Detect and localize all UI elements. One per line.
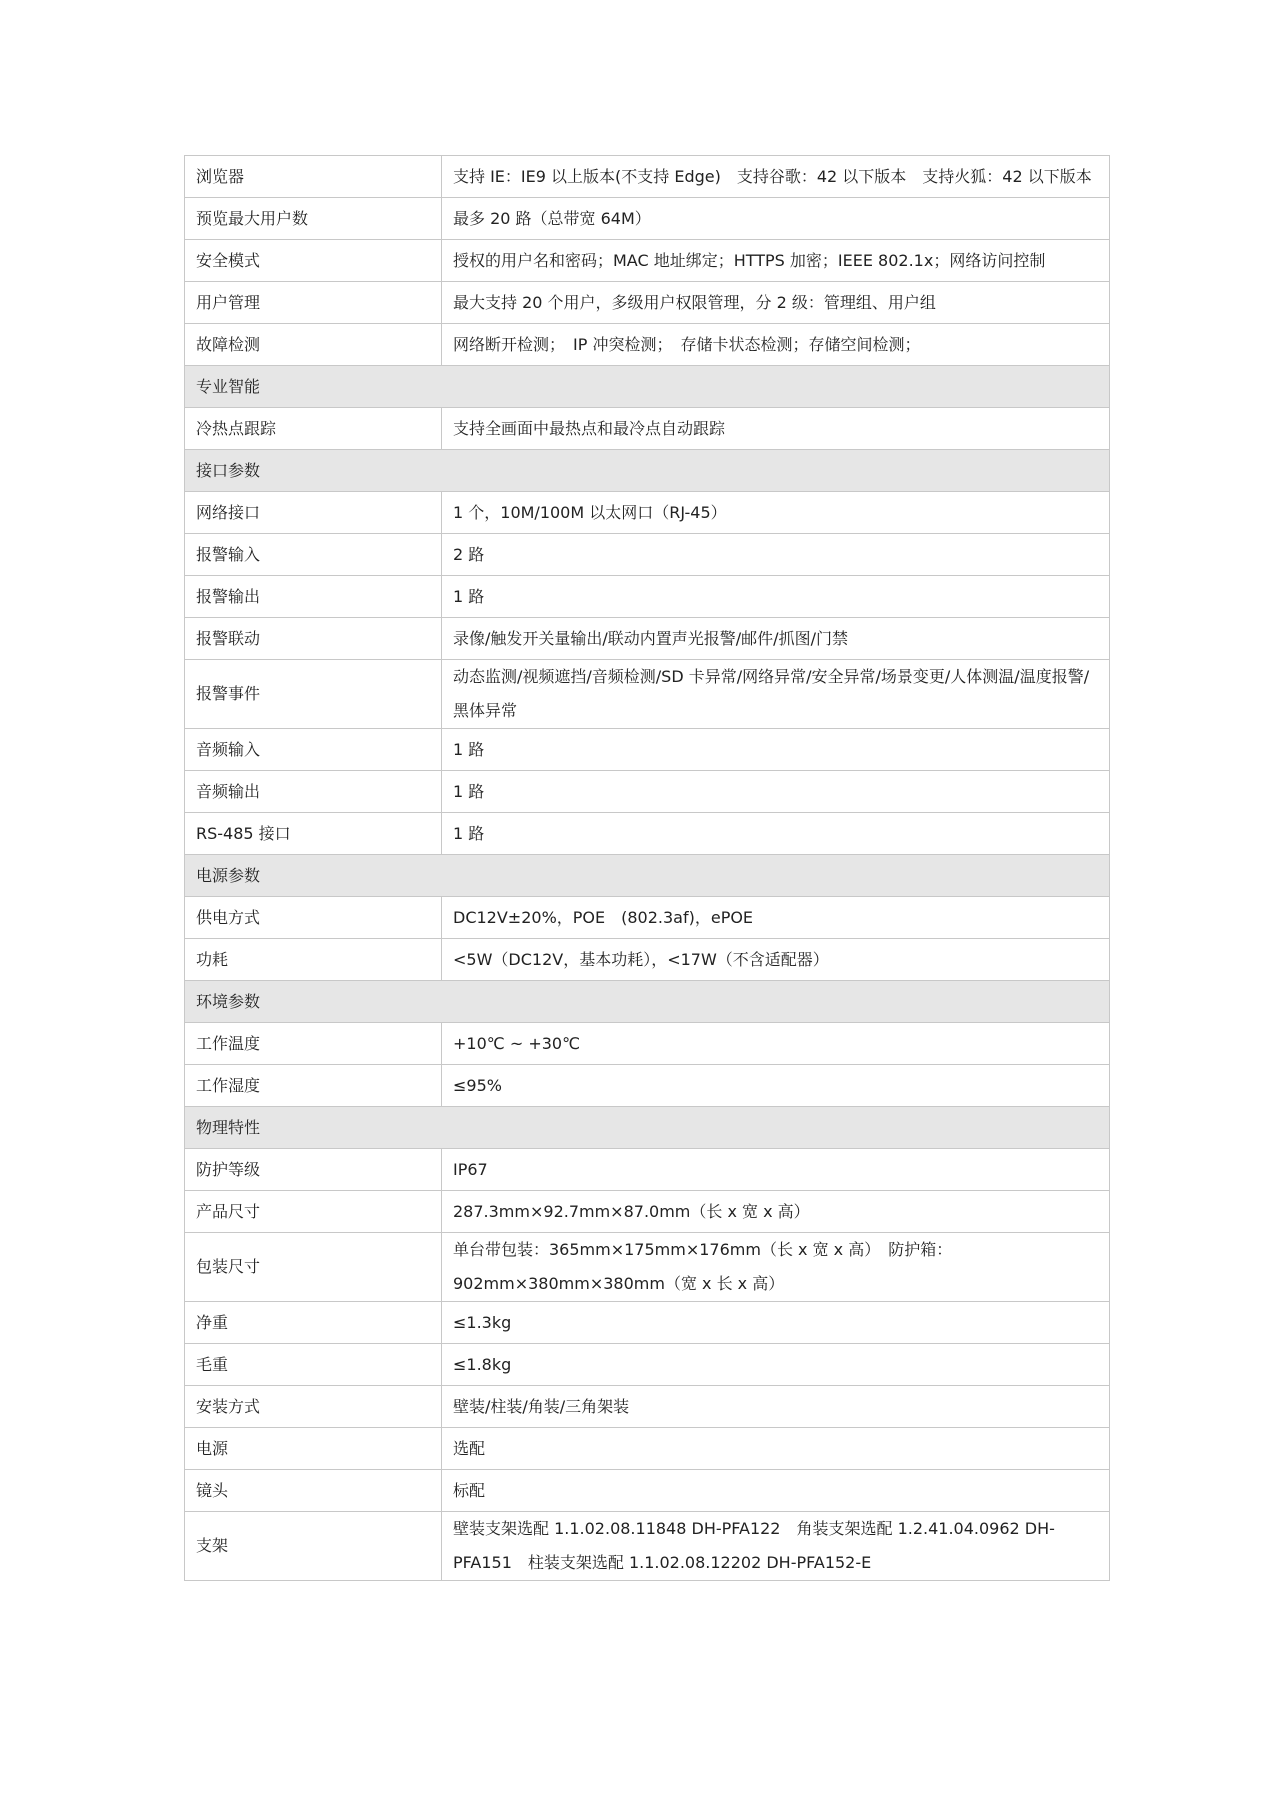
spec-value: 1 路: [442, 729, 1110, 771]
spec-label: 功耗: [185, 939, 442, 981]
spec-row: [185, 1470, 1110, 1512]
spec-table-body: [185, 156, 1110, 1581]
spec-label: 工作湿度: [185, 1065, 442, 1107]
section-header-row: [185, 981, 1110, 1023]
spec-value: 授权的用户名和密码；MAC 地址绑定；HTTPS 加密；IEEE 802.1x；网络访问控制: [442, 240, 1110, 282]
spec-label: 浏览器: [185, 156, 442, 198]
spec-row: [185, 324, 1110, 366]
spec-value: 支持全画面中最热点和最冷点自动跟踪: [442, 408, 1110, 450]
spec-row: [185, 240, 1110, 282]
spec-row: [185, 1023, 1110, 1065]
spec-value: DC12V±20%，POE (802.3af)，ePOE: [442, 897, 1110, 939]
section-title: 电源参数: [185, 855, 1110, 897]
spec-row: [185, 1233, 1110, 1302]
spec-value: ≤1.8kg: [442, 1344, 1110, 1386]
spec-label: 安全模式: [185, 240, 442, 282]
spec-label: 音频输入: [185, 729, 442, 771]
section-title: 环境参数: [185, 981, 1110, 1023]
spec-value: 壁装/柱装/角装/三角架装: [442, 1386, 1110, 1428]
spec-value: 1 路: [442, 813, 1110, 855]
spec-value: IP67: [442, 1149, 1110, 1191]
spec-label: 供电方式: [185, 897, 442, 939]
spec-row: [185, 660, 1110, 729]
section-title: 物理特性: [185, 1107, 1110, 1149]
spec-value: 最多 20 路（总带宽 64M）: [442, 198, 1110, 240]
spec-value: +10℃ ~ +30℃: [442, 1023, 1110, 1065]
spec-label: 音频输出: [185, 771, 442, 813]
section-header-row: [185, 855, 1110, 897]
spec-label: 毛重: [185, 1344, 442, 1386]
section-header-row: [185, 450, 1110, 492]
spec-row: [185, 1191, 1110, 1233]
spec-label: 报警联动: [185, 618, 442, 660]
spec-table: [184, 155, 1110, 1581]
spec-row: [185, 282, 1110, 324]
spec-value: 1 路: [442, 576, 1110, 618]
spec-label: RS-485 接口: [185, 813, 442, 855]
spec-label: 工作温度: [185, 1023, 442, 1065]
spec-label: 产品尺寸: [185, 1191, 442, 1233]
section-header-row: [185, 1107, 1110, 1149]
spec-row: [185, 729, 1110, 771]
spec-row: [185, 1065, 1110, 1107]
spec-value: 287.3mm×92.7mm×87.0mm（长 x 宽 x 高）: [442, 1191, 1110, 1233]
spec-value: 1 个，10M/100M 以太网口（RJ-45）: [442, 492, 1110, 534]
spec-value: 壁装支架选配 1.1.02.08.11848 DH-PFA122 角装支架选配 1.2.41.04.0962 DH-PFA151 柱装支架选配 1.1.02.08.12202 DH-PFA152-E: [442, 1512, 1110, 1581]
spec-label: 报警事件: [185, 660, 442, 729]
section-title: 专业智能: [185, 366, 1110, 408]
spec-value: ≤95%: [442, 1065, 1110, 1107]
spec-label: 网络接口: [185, 492, 442, 534]
spec-row: [185, 492, 1110, 534]
spec-row: [185, 408, 1110, 450]
spec-value: 单台带包装：365mm×175mm×176mm（长 x 宽 x 高） 防护箱：902mm×380mm×380mm（宽 x 长 x 高）: [442, 1233, 1110, 1302]
spec-row: [185, 1428, 1110, 1470]
spec-label: 防护等级: [185, 1149, 442, 1191]
spec-label: 报警输入: [185, 534, 442, 576]
spec-row: [185, 771, 1110, 813]
spec-value: ≤1.3kg: [442, 1302, 1110, 1344]
spec-value: 最大支持 20 个用户，多级用户权限管理，分 2 级：管理组、用户组: [442, 282, 1110, 324]
spec-row: [185, 939, 1110, 981]
spec-value: 1 路: [442, 771, 1110, 813]
spec-label: 电源: [185, 1428, 442, 1470]
spec-label: 预览最大用户数: [185, 198, 442, 240]
spec-row: [185, 576, 1110, 618]
spec-value: 支持 IE：IE9 以上版本(不支持 Edge) 支持谷歌：42 以下版本 支持火狐：42 以下版本: [442, 156, 1110, 198]
spec-label: 包装尺寸: [185, 1233, 442, 1302]
spec-value: 选配: [442, 1428, 1110, 1470]
spec-label: 镜头: [185, 1470, 442, 1512]
spec-label: 安装方式: [185, 1386, 442, 1428]
section-header-row: [185, 366, 1110, 408]
spec-row: [185, 1302, 1110, 1344]
spec-value: <5W（DC12V，基本功耗），<17W（不含适配器）: [442, 939, 1110, 981]
spec-label: 支架: [185, 1512, 442, 1581]
spec-value: 网络断开检测； IP 冲突检测； 存储卡状态检测；存储空间检测；: [442, 324, 1110, 366]
spec-row: [185, 1149, 1110, 1191]
spec-row: [185, 156, 1110, 198]
spec-row: [185, 198, 1110, 240]
spec-value: 录像/触发开关量输出/联动内置声光报警/邮件/抓图/门禁: [442, 618, 1110, 660]
spec-row: [185, 1512, 1110, 1581]
spec-row: [185, 813, 1110, 855]
spec-label: 用户管理: [185, 282, 442, 324]
spec-label: 冷热点跟踪: [185, 408, 442, 450]
spec-label: 故障检测: [185, 324, 442, 366]
spec-row: [185, 618, 1110, 660]
spec-value: 动态监测/视频遮挡/音频检测/SD 卡异常/网络异常/安全异常/场景变更/人体测温/温度报警/黑体异常: [442, 660, 1110, 729]
spec-label: 报警输出: [185, 576, 442, 618]
spec-value: 2 路: [442, 534, 1110, 576]
spec-label: 净重: [185, 1302, 442, 1344]
spec-row: [185, 534, 1110, 576]
spec-row: [185, 1344, 1110, 1386]
spec-row: [185, 897, 1110, 939]
section-title: 接口参数: [185, 450, 1110, 492]
spec-value: 标配: [442, 1470, 1110, 1512]
spec-row: [185, 1386, 1110, 1428]
